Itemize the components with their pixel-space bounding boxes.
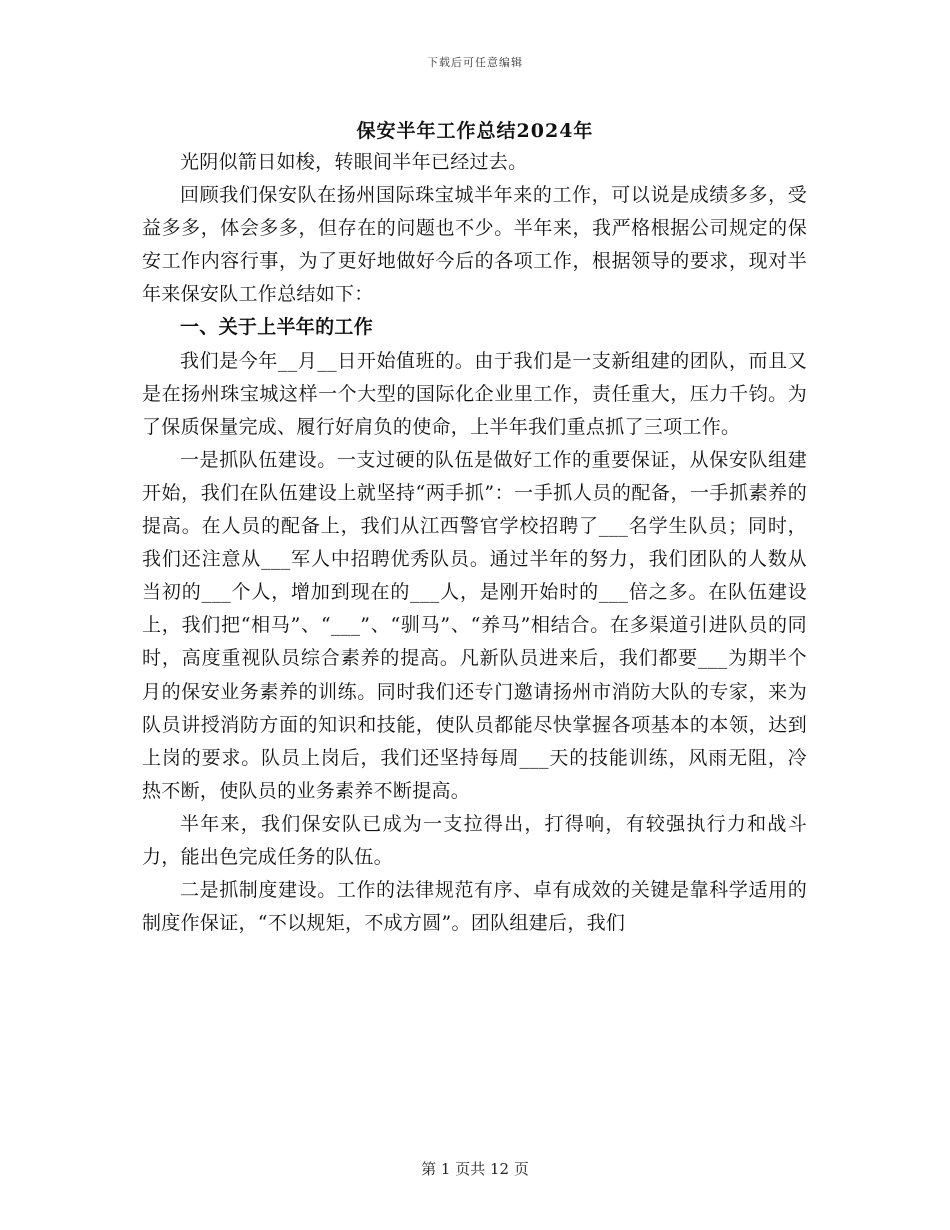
paragraph-start: 我们是今年__月__日开始值班的。由于我们是一支新组建的团队，而且又是在扬州珠宝城这样一个大型的国际化企业里工作，责任重大，压力千钧。为了保质保量完成、履行好肩负的使命，上半年我们重点抓了三项工作。 [142, 349, 807, 438]
header-note: 下载后可任意编辑 [427, 56, 523, 69]
paragraph-team-building: 一是抓队伍建设。一支过硬的队伍是做好工作的重要保证，从保安队组建开始，我们在队伍建设上就坚持“两手抓”：一手抓人员的配备，一手抓素养的提高。在人员的配备上，我们从江西警官学校招聘了___名学生队员；同时，我们还注意从___军人中招聘优秀队员。通过半年的努力，我们团队的人数从当初的___个人，增加到现在的___人，是刚开始时的___倍之多。在队伍建设上，我们把“相马”、“___”、“驯马”、“养马”相结合。在多渠道引进队员的同时，高度重视队员综合素养的提高。凡新队员进来后，我们都要___为期半个月的保安业务素养的训练。同时我们还专门邀请扬州市消防大队的专家，来为队员讲授消防方面的知识和技能，使队员都能尽快掌握各项基本的本领，达到上岗的要求。队员上岗后，我们还坚持每周___天的技能训练，风雨无阻，冷热不断，使队员的业务素养不断提高。 [142, 448, 807, 802]
section-heading: 一、关于上半年的工作 [180, 316, 374, 339]
paragraph-system-building: 二是抓制度建设。工作的法律规范有序、卓有成效的关键是靠科学适用的制度作保证，“不以规矩，不成方圆”。团队组建后，我们 [142, 879, 807, 935]
paragraph-intro: 光阴似箭日如梭，转眼间半年已经过去。 [180, 151, 528, 173]
paragraph-result: 半年来，我们保安队已成为一支拉得出，打得响，有较强执行力和战斗力，能出色完成任务的队伍。 [142, 812, 807, 868]
document-body [142, 146, 807, 940]
paragraph-review: 回顾我们保安队在扬州国际珠宝城半年来的工作，可以说是成绩多多，受益多多，体会多多，但存在的问题也不少。半年来，我严格根据公司规定的保安工作内容行事，为了更好地做好今后的各项工作，根据领导的要求，现对半年来保安队工作总结如下： [142, 184, 807, 306]
page-footer: 第 1 页共 12 页 [421, 1160, 529, 1178]
document-title: 保安半年工作总结2024年 [356, 120, 594, 142]
